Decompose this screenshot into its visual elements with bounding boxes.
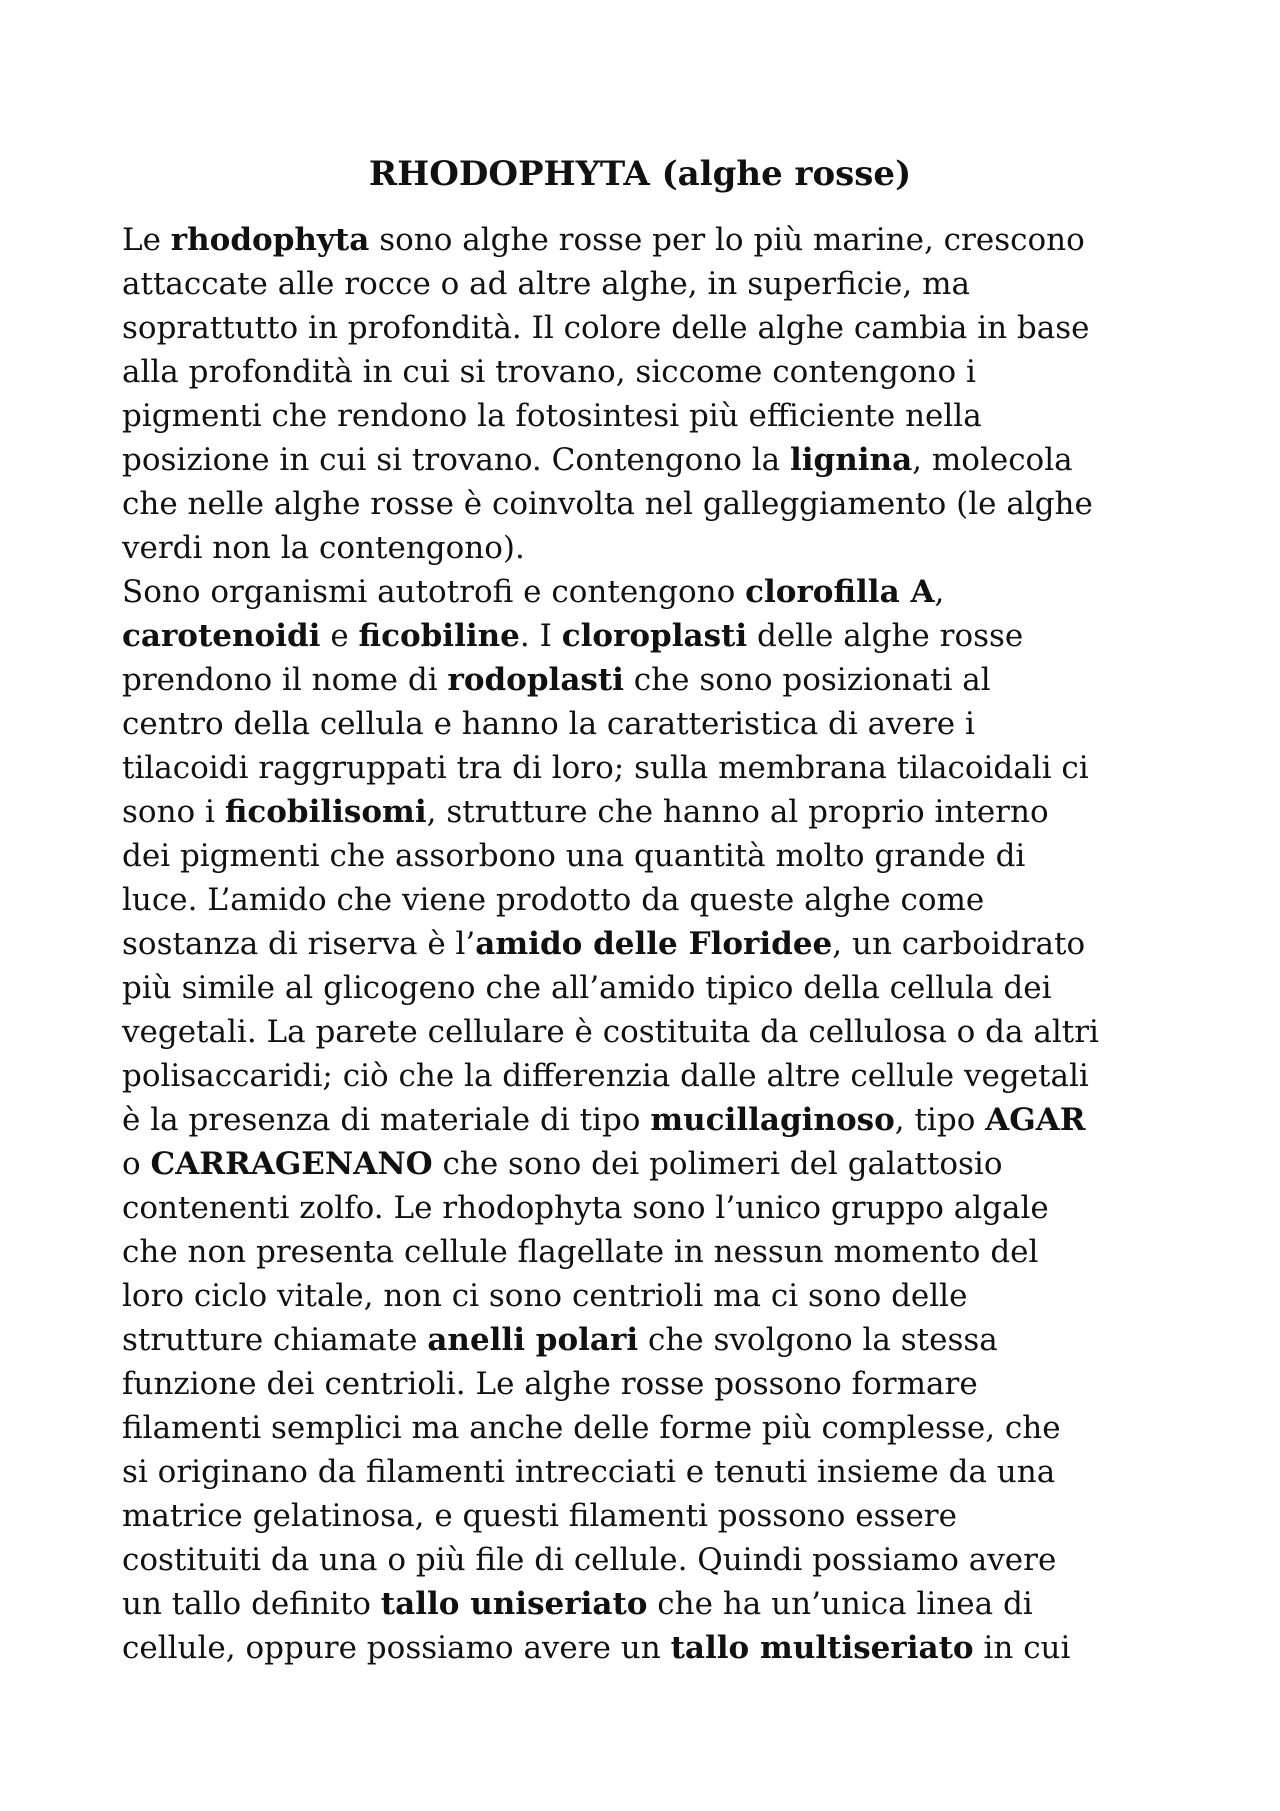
bold-term: ficobiline — [358, 618, 520, 654]
text-segment: sostanza di riserva è l’ — [122, 926, 476, 962]
text-segment: tilacoidi raggruppati tra di loro; sulla membrana tilacoidali ci — [122, 750, 1089, 786]
bold-term: tallo uniseriato — [380, 1586, 648, 1622]
text-line — [122, 350, 1172, 394]
text-line — [122, 1582, 1172, 1626]
body-paragraph — [122, 218, 1172, 1670]
text-line — [122, 482, 1172, 526]
text-segment: filamenti semplici ma anche delle forme più complesse, che — [122, 1410, 1061, 1446]
bold-term: carotenoidi — [122, 618, 321, 654]
text-line — [122, 1626, 1172, 1670]
text-line — [122, 746, 1172, 790]
text-segment: pigmenti che rendono la fotosintesi più efficiente nella — [122, 398, 982, 434]
text-segment: che sono dei polimeri del galattosio — [432, 1146, 1003, 1182]
text-segment: cellule, oppure possiamo avere un — [122, 1630, 671, 1666]
text-line — [122, 614, 1172, 658]
text-line — [122, 218, 1172, 262]
text-line — [122, 658, 1172, 702]
text-segment: in cui — [973, 1630, 1071, 1666]
text-line — [122, 1450, 1172, 1494]
text-segment: dei pigmenti che assorbono una quantità molto grande di — [122, 838, 1026, 874]
text-line — [122, 438, 1172, 482]
bold-term: AGAR — [985, 1102, 1086, 1138]
text-line — [122, 702, 1172, 746]
text-segment: , molecola — [912, 442, 1073, 478]
text-segment: che ha un’unica linea di — [647, 1586, 1033, 1622]
text-line — [122, 1318, 1172, 1362]
bold-term: rodoplasti — [447, 662, 624, 698]
text-segment: Le — [122, 222, 171, 258]
text-line — [122, 1274, 1172, 1318]
text-segment: e — [320, 618, 359, 654]
text-line — [122, 1494, 1172, 1538]
text-segment: , tipo — [894, 1102, 986, 1138]
bold-term: anelli polari — [427, 1322, 639, 1358]
text-segment: delle alghe rosse — [747, 618, 1024, 654]
text-segment: alla profondità in cui si trovano, siccome contengono i — [122, 354, 976, 390]
text-segment: strutture chiamate — [122, 1322, 428, 1358]
text-segment: polisaccaridi; ciò che la differenzia dalle altre cellule vegetali — [122, 1058, 1089, 1094]
text-segment: funzione dei centrioli. Le alghe rosse possono formare — [122, 1366, 978, 1402]
text-line — [122, 1098, 1172, 1142]
text-line — [122, 1362, 1172, 1406]
text-segment: matrice gelatinosa, e questi filamenti possono essere — [122, 1498, 957, 1534]
bold-term: CARRAGENANO — [150, 1146, 433, 1182]
text-line — [122, 1054, 1172, 1098]
text-line — [122, 1142, 1172, 1186]
page-title: RHODOPHYTA (alghe rosse) — [368, 154, 912, 194]
text-segment: , un carboidrato — [832, 926, 1086, 962]
text-line — [122, 922, 1172, 966]
text-segment: , — [934, 574, 945, 610]
text-line — [122, 834, 1172, 878]
text-segment: posizione in cui si trovano. Contengono la — [122, 442, 790, 478]
text-line — [122, 1538, 1172, 1582]
bold-term: cloroplasti — [561, 618, 748, 654]
text-segment: attaccate alle rocce o ad altre alghe, in superficie, ma — [122, 266, 970, 302]
bold-term: lignina — [790, 442, 913, 478]
text-line — [122, 1230, 1172, 1274]
text-line — [122, 1010, 1172, 1054]
text-segment: soprattutto in profondità. Il colore delle alghe cambia in base — [122, 310, 1090, 346]
text-segment: sono i — [122, 794, 225, 830]
text-segment: che sono posizionati al — [623, 662, 991, 698]
text-segment: , strutture che hanno al proprio interno — [426, 794, 1049, 830]
text-segment: si originano da filamenti intrecciati e tenuti insieme da una — [122, 1454, 1056, 1490]
text-line — [122, 966, 1172, 1010]
text-line — [122, 262, 1172, 306]
text-line — [122, 306, 1172, 350]
text-segment: loro ciclo vitale, non ci sono centrioli ma ci sono delle — [122, 1278, 968, 1314]
text-segment: è la presenza di materiale di tipo — [122, 1102, 651, 1138]
text-line — [122, 526, 1172, 570]
bold-term: mucillaginoso — [650, 1102, 895, 1138]
text-segment: prendono il nome di — [122, 662, 448, 698]
text-segment: centro della cellula e hanno la caratteristica di avere i — [122, 706, 975, 742]
text-line — [122, 1406, 1172, 1450]
text-segment: . I — [519, 618, 562, 654]
text-segment: che nelle alghe rosse è coinvolta nel galleggiamento (le alghe — [122, 486, 1093, 522]
text-segment: vegetali. La parete cellulare è costituita da cellulosa o da altri — [122, 1014, 1099, 1050]
text-line — [122, 790, 1172, 834]
text-segment: costituiti da una o più file di cellule. Quindi possiamo avere — [122, 1542, 1057, 1578]
bold-term: tallo multiseriato — [670, 1630, 974, 1666]
text-line — [122, 394, 1172, 438]
bold-term: rhodophyta — [170, 222, 370, 258]
bold-term: amido delle Floridee — [475, 926, 833, 962]
text-segment: sono alghe rosse per lo più marine, crescono — [369, 222, 1085, 258]
text-segment: che svolgono la stessa — [638, 1322, 998, 1358]
text-segment: Sono organismi autotrofi e contengono — [122, 574, 746, 610]
text-segment: luce. L’amido che viene prodotto da queste alghe come — [122, 882, 985, 918]
bold-term: ficobilisomi — [224, 794, 427, 830]
text-segment: più simile al glicogeno che all’amido tipico della cellula dei — [122, 970, 1052, 1006]
text-segment: che non presenta cellule flagellate in nessun momento del — [122, 1234, 1039, 1270]
text-segment: verdi non la contengono). — [122, 530, 525, 566]
text-line — [122, 1186, 1172, 1230]
text-segment: contenenti zolfo. Le rhodophyta sono l’unico gruppo algale — [122, 1190, 1049, 1226]
text-line — [122, 570, 1172, 614]
text-line — [122, 878, 1172, 922]
text-segment: o — [122, 1146, 151, 1182]
bold-term: clorofilla A — [745, 574, 935, 610]
text-segment: un tallo definito — [122, 1586, 381, 1622]
